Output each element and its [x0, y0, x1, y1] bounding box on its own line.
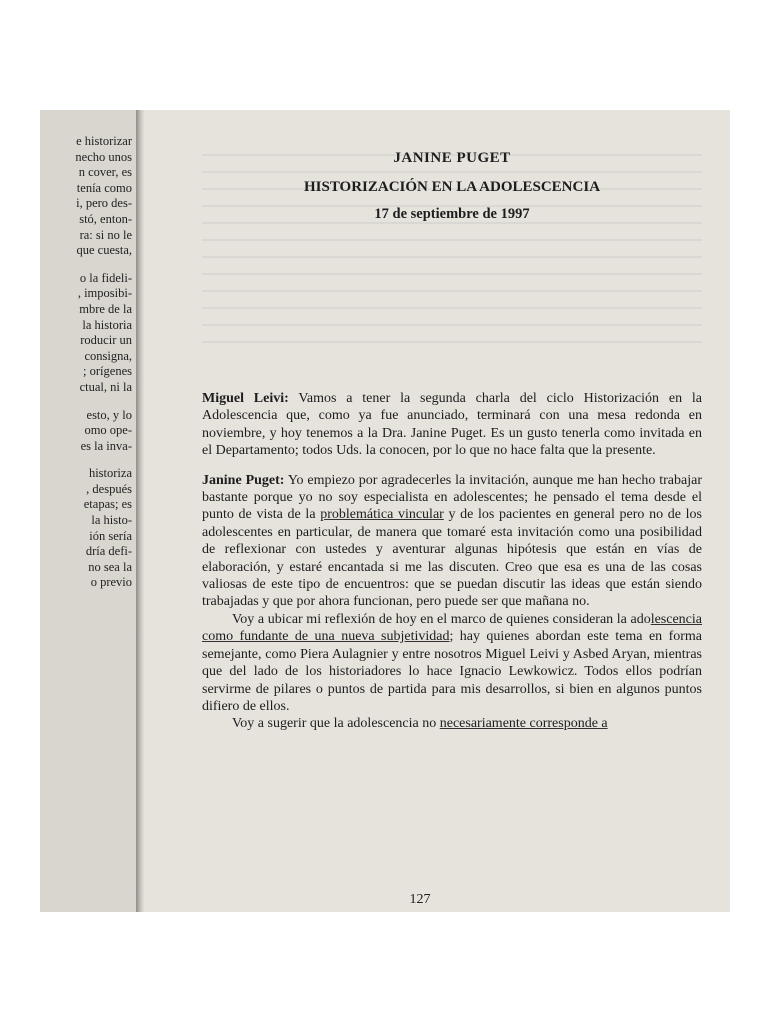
paragraph-text: Vamos a tener la segunda charla del ciclo Historización en la Adolescencia que, como ya fue anunciado, terminará con una mesa redonda en noviembre, y hoy tenemos a la Dra. Janine Puget. Es un gusto tenerla como invitada en el Departamento; todos Uds. la conocen, por lo que no hace falta que la presente.: [202, 391, 702, 459]
left-page-line: esto, y lo: [86, 407, 132, 422]
left-page-line: ión sería: [89, 528, 132, 543]
left-page-line: i, pero des-: [76, 196, 132, 211]
underlined-phrase: necesariamente corresponde a: [439, 716, 608, 732]
left-page-line: necho unos: [75, 149, 132, 164]
underlined-phrase: problemática vincular: [320, 507, 444, 523]
chapter-date: 17 de septiembre de 1997: [374, 206, 530, 222]
underlined-phrase: lescencia como fundante de una nueva subjetividad: [202, 611, 702, 645]
chapter-body: [202, 390, 702, 733]
left-page-line: la histo-: [91, 513, 132, 528]
left-page-line: tenía como: [76, 180, 132, 195]
paragraph-text: Voy a ubicar mi reflexión de hoy en el marco de quienes consideran la ado: [232, 611, 651, 627]
left-page-line: , después: [86, 481, 132, 496]
speaker-name: Miguel Leivi:: [202, 391, 289, 406]
left-page-line: ctual, ni la: [79, 379, 132, 394]
paragraph-leivi: [202, 390, 702, 460]
left-page-line: dría defi-: [85, 544, 132, 559]
left-page-line: consigna,: [84, 348, 132, 363]
paragraph-puget: [202, 472, 702, 611]
paragraph-continuation: [202, 611, 702, 715]
book-photo: [40, 110, 730, 912]
left-page-line: stó, enton-: [79, 211, 132, 226]
left-page-line: que cuesta,: [76, 243, 132, 258]
left-page-text: [40, 134, 136, 591]
paragraph-continuation: [202, 715, 702, 732]
left-page: [40, 110, 136, 912]
paragraph-text: Yo empiezo por agradecerles la invitación, aunque me han hecho trabajar bastante porque yo no soy especialista en adolescentes; he pensado el tema desde el punto de vista de la: [202, 472, 702, 523]
left-page-line: e historizar: [76, 134, 132, 148]
left-page-line: ra: si no le: [79, 227, 132, 242]
left-page-line: la historia: [82, 317, 132, 332]
chapter-title: HISTORIZACIÓN EN LA ADOLESCENCIA: [303, 179, 601, 195]
left-page-line: mbre de la: [79, 301, 132, 316]
left-page-line: ; orígenes: [83, 364, 132, 379]
left-page-line: no sea la: [88, 559, 132, 574]
left-page-line: omo ope-: [84, 423, 132, 438]
left-page-line: es la inva-: [80, 438, 132, 453]
author-name: JANINE PUGET: [393, 150, 511, 166]
paragraph-text: Voy a sugerir que la adolescencia no: [232, 716, 440, 732]
left-page-line: etapas; es: [83, 497, 132, 512]
left-page-line: , imposibi-: [77, 286, 132, 301]
paragraph-text: ; hay quienes abordan este tema en forma semejante, como Piera Aulagnier y entre nosotros Miguel Leivi y Asbed Aryan, mientras que del lado de los historiadores lo hace Ignacio Lewkowicz. Todos ellos podrían servirme de pilares o puntos de partida para mis desarrollos, si bien en algunos puntos difiero de ellos.: [202, 629, 703, 714]
chapter-header: [202, 150, 702, 223]
left-page-line: o la fideli-: [79, 270, 132, 285]
left-page-line: roducir un: [80, 333, 132, 348]
book-gutter: [136, 110, 144, 912]
paragraph-text: y de los pacientes en general pero no de los adolescentes en particular, de manera que tomaré esta invitación como una posibilidad de reflexionar con ustedes y aventurar algunas hipótesis que están en vías de elaboración, y estaré encantada si me las discuten. Creo que esa es una de las cosas valiosas de este tipo de encuentros: que se puedan discutir las ideas que están siendo trabajadas y que por ahora funcionan, pero puede ser que mañana no.: [202, 507, 702, 610]
speaker-name: Janine Puget:: [202, 472, 285, 488]
page-number: 127: [409, 892, 431, 907]
left-page-line: historiza: [88, 466, 132, 481]
left-page-line: o previo: [90, 575, 132, 590]
left-page-line: n cover, es: [78, 165, 132, 180]
